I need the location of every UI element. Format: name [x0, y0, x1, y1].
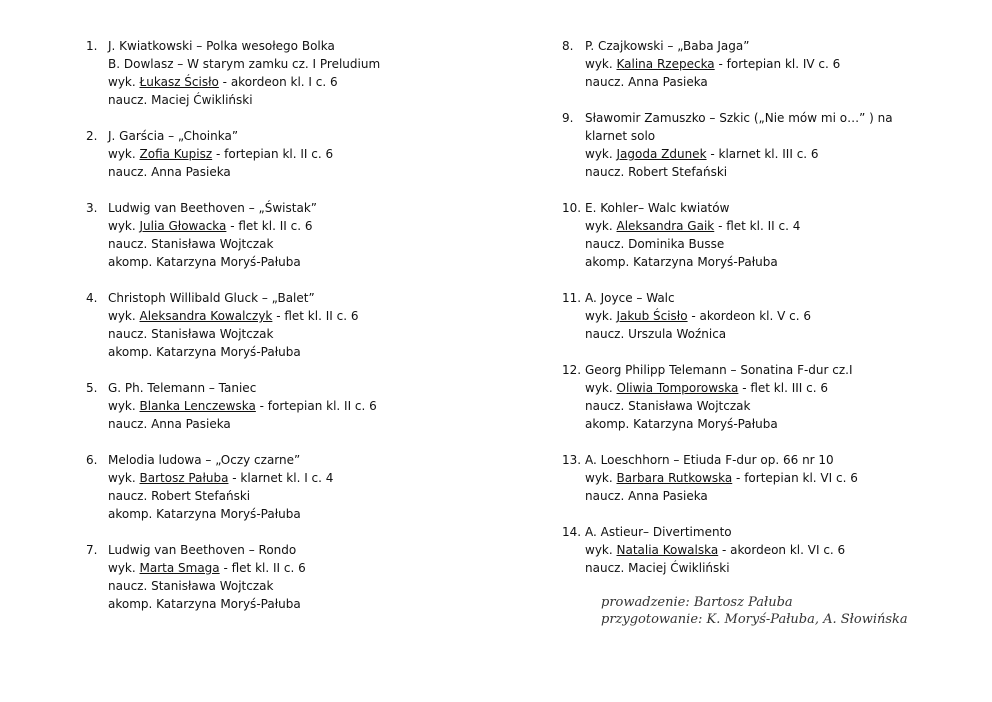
piece-title: Georg Philipp Telemann – Sonatina F-dur cz.I: [585, 363, 853, 377]
teacher-line: naucz. Robert Stefański: [108, 489, 251, 503]
item-body: [585, 37, 982, 91]
piece-title: A. Loeschhorn – Etiuda F-dur op. 66 nr 10: [585, 453, 834, 467]
program-item: [86, 37, 526, 109]
piece-title: A. Joyce – Walc: [585, 291, 675, 305]
performer-name: Natalia Kowalska: [616, 543, 719, 557]
performer-line: [108, 469, 526, 487]
piece-title: Christoph Willibald Gluck – „Balet”: [108, 291, 315, 305]
accompanist-line: akomp. Katarzyna Moryś-Pałuba: [108, 255, 301, 269]
piece-title: A. Astieur– Divertimento: [585, 525, 732, 539]
performer-prefix: wyk.: [585, 543, 617, 557]
performer-name: Jakub Ścisło: [616, 309, 688, 323]
teacher-line: naucz. Dominika Busse: [585, 237, 725, 251]
teacher-line: naucz. Anna Pasieka: [108, 165, 231, 179]
performer-instrument-class: - flet kl. II c. 6: [219, 561, 306, 575]
program-item: [86, 127, 526, 181]
item-number: 1.: [86, 39, 98, 53]
performer-name: Aleksandra Kowalczyk: [139, 309, 273, 323]
accompanist-line: akomp. Katarzyna Moryś-Pałuba: [585, 255, 778, 269]
performer-line: [108, 397, 526, 415]
performer-line: [585, 307, 982, 325]
performer-prefix: wyk.: [108, 147, 140, 161]
item-number: 10.: [562, 201, 582, 215]
performer-prefix: wyk.: [108, 75, 140, 89]
performer-instrument-class: - fortepian kl. VI c. 6: [732, 471, 858, 485]
teacher-line: naucz. Anna Pasieka: [108, 417, 231, 431]
performer-instrument-class: - akordeon kl. V c. 6: [687, 309, 812, 323]
program-credits: [601, 594, 908, 628]
performer-prefix: wyk.: [585, 309, 617, 323]
item-body: [585, 361, 982, 433]
item-body: [108, 289, 526, 361]
performer-prefix: wyk.: [108, 219, 140, 233]
performer-instrument-class: - fortepian kl. II c. 6: [212, 147, 334, 161]
item-body: [108, 199, 526, 271]
item-body: [585, 199, 982, 271]
teacher-line: naucz. Maciej Ćwikliński: [108, 93, 253, 107]
item-body: [585, 289, 982, 343]
piece-title: Sławomir Zamuszko – Szkic („Nie mów mi o…” ) na: [585, 111, 893, 125]
performer-prefix: wyk.: [108, 561, 140, 575]
piece-title-continuation: klarnet solo: [585, 129, 656, 143]
piece-title: Ludwig van Beethoven – Rondo: [108, 543, 297, 557]
item-number: 6.: [86, 453, 98, 467]
program-item: [86, 379, 526, 433]
performer-prefix: wyk.: [585, 381, 617, 395]
performer-line: [108, 73, 526, 91]
performer-name: Blanka Lenczewska: [139, 399, 256, 413]
performer-line: [585, 145, 982, 163]
item-number: 12.: [562, 363, 582, 377]
program-item: [562, 289, 982, 343]
piece-title: Ludwig van Beethoven – „Świstak”: [108, 201, 317, 215]
performer-line: [585, 217, 982, 235]
performer-name: Aleksandra Gaik: [616, 219, 715, 233]
preparation-credit: przygotowanie: K. Moryś-Pałuba, A. Słowińska: [601, 612, 908, 627]
piece-title-continuation: B. Dowlasz – W starym zamku cz. I Preludium: [108, 57, 381, 71]
performer-prefix: wyk.: [585, 147, 617, 161]
teacher-line: naucz. Urszula Woźnica: [585, 327, 727, 341]
piece-title: G. Ph. Telemann – Taniec: [108, 381, 257, 395]
performer-line: [585, 541, 982, 559]
performer-prefix: wyk.: [585, 471, 617, 485]
item-body: [108, 541, 526, 613]
program-item: [86, 541, 526, 613]
performer-name: Barbara Rutkowska: [616, 471, 733, 485]
accompanist-line: akomp. Katarzyna Moryś-Pałuba: [108, 597, 301, 611]
performer-prefix: wyk.: [585, 57, 617, 71]
item-number: 7.: [86, 543, 98, 557]
program-item: [562, 523, 982, 577]
item-body: [108, 37, 526, 109]
piece-title: J. Garścia – „Choinka”: [108, 129, 239, 143]
item-number: 8.: [562, 39, 574, 53]
program-item: [562, 361, 982, 433]
program-item: [562, 37, 982, 91]
item-number: 2.: [86, 129, 98, 143]
item-body: [108, 127, 526, 181]
program-item: [562, 109, 982, 181]
item-body: [585, 451, 982, 505]
performer-prefix: wyk.: [108, 309, 140, 323]
performer-prefix: wyk.: [108, 399, 140, 413]
teacher-line: naucz. Stanisława Wojtczak: [108, 579, 274, 593]
teacher-line: naucz. Maciej Ćwikliński: [585, 561, 730, 575]
teacher-line: naucz. Robert Stefański: [585, 165, 728, 179]
host-credit: prowadzenie: Bartosz Pałuba: [601, 595, 793, 610]
performer-name: Jagoda Zdunek: [616, 147, 707, 161]
piece-title: P. Czajkowski – „Baba Jaga”: [585, 39, 750, 53]
performer-line: [108, 145, 526, 163]
performer-instrument-class: - flet kl. II c. 4: [714, 219, 801, 233]
performer-line: [108, 307, 526, 325]
teacher-line: naucz. Anna Pasieka: [585, 75, 708, 89]
performer-line: [108, 217, 526, 235]
item-body: [108, 379, 526, 433]
performer-instrument-class: - fortepian kl. II c. 6: [255, 399, 377, 413]
teacher-line: naucz. Stanisława Wojtczak: [585, 399, 751, 413]
item-number: 11.: [562, 291, 582, 305]
item-number: 5.: [86, 381, 98, 395]
program-item: [562, 451, 982, 505]
teacher-line: naucz. Stanisława Wojtczak: [108, 237, 274, 251]
item-body: [585, 109, 982, 181]
performer-name: Marta Smaga: [139, 561, 220, 575]
performer-instrument-class: - flet kl. II c. 6: [272, 309, 359, 323]
piece-title: E. Kohler– Walc kwiatów: [585, 201, 730, 215]
program-item: [86, 451, 526, 523]
item-body: [108, 451, 526, 523]
program-item: [86, 289, 526, 361]
performer-name: Bartosz Pałuba: [139, 471, 229, 485]
item-number: 3.: [86, 201, 98, 215]
performer-instrument-class: - klarnet kl. I c. 4: [228, 471, 334, 485]
performer-name: Kalina Rzepecka: [616, 57, 715, 71]
performer-instrument-class: - fortepian kl. IV c. 6: [714, 57, 841, 71]
piece-title: J. Kwiatkowski – Polka wesołego Bolka: [108, 39, 335, 53]
item-number: 13.: [562, 453, 582, 467]
teacher-line: naucz. Anna Pasieka: [585, 489, 708, 503]
performer-name: Oliwia Tomporowska: [616, 381, 739, 395]
teacher-line: naucz. Stanisława Wojtczak: [108, 327, 274, 341]
performer-name: Julia Głowacka: [139, 219, 227, 233]
performer-prefix: wyk.: [108, 471, 140, 485]
performer-instrument-class: - flet kl. II c. 6: [226, 219, 313, 233]
program-right-column: [562, 37, 982, 595]
performer-instrument-class: - akordeon kl. I c. 6: [218, 75, 338, 89]
item-number: 9.: [562, 111, 574, 125]
program-item: [562, 199, 982, 271]
accompanist-line: akomp. Katarzyna Moryś-Pałuba: [108, 507, 301, 521]
program-left-column: [86, 37, 526, 631]
performer-line: [585, 379, 982, 397]
performer-line: [108, 559, 526, 577]
performer-prefix: wyk.: [585, 219, 617, 233]
accompanist-line: akomp. Katarzyna Moryś-Pałuba: [585, 417, 778, 431]
accompanist-line: akomp. Katarzyna Moryś-Pałuba: [108, 345, 301, 359]
performer-instrument-class: - flet kl. III c. 6: [738, 381, 829, 395]
item-number: 4.: [86, 291, 98, 305]
piece-title: Melodia ludowa – „Oczy czarne”: [108, 453, 301, 467]
performer-name: Zofia Kupisz: [139, 147, 213, 161]
performer-line: [585, 469, 982, 487]
performer-instrument-class: - klarnet kl. III c. 6: [706, 147, 819, 161]
performer-line: [585, 55, 982, 73]
item-body: [585, 523, 982, 577]
item-number: 14.: [562, 525, 582, 539]
performer-instrument-class: - akordeon kl. VI c. 6: [718, 543, 846, 557]
program-item: [86, 199, 526, 271]
performer-name: Łukasz Ścisło: [139, 75, 219, 89]
